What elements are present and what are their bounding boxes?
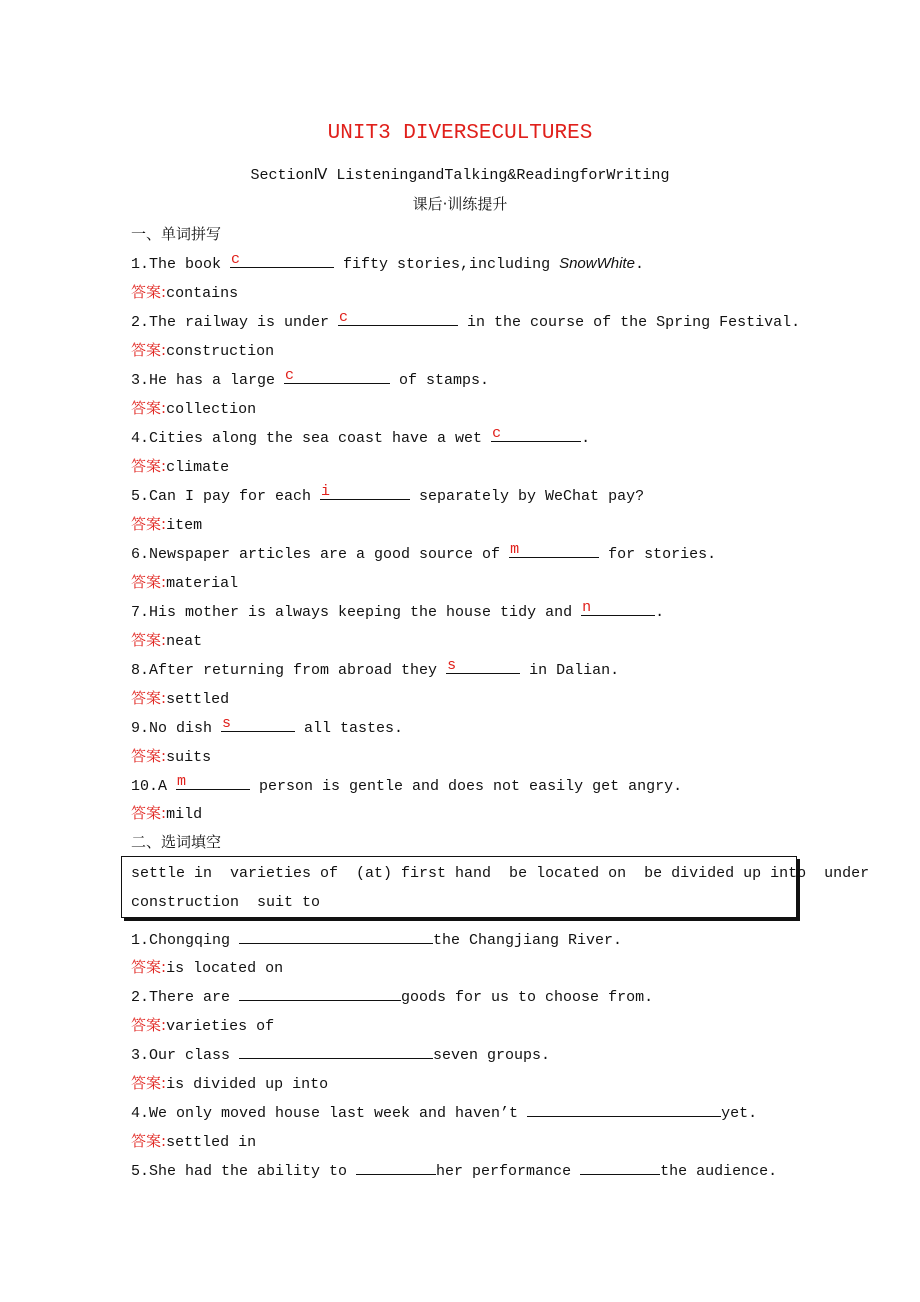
fill-question-1: 1.Chongqing the Changjiang River. [131, 928, 622, 949]
unit-title: UNIT3 DIVERSECULTURES [327, 122, 593, 145]
answer-blank[interactable]: m [509, 542, 599, 558]
answer-blank[interactable]: c [491, 426, 581, 442]
part1-heading: 一、单词拼写 [131, 225, 222, 243]
fill-answer-4: 答案:settled in [131, 1132, 257, 1151]
exercise-subtitle: 课后·训练提升 [412, 195, 508, 213]
answer-blank[interactable]: m [176, 774, 250, 790]
answer-2: 答案:construction [131, 341, 275, 360]
question-10: 10.A m person is gentle and does not easily get angry. [131, 773, 683, 795]
answer-blank[interactable] [239, 1043, 433, 1059]
answer-10: 答案:mild [131, 804, 203, 823]
question-5: 5.Can I pay for each i separately by WeChat pay? [131, 483, 645, 505]
question-9: 9.No dish s all tastes. [131, 715, 404, 737]
answer-blank[interactable]: n [581, 600, 655, 616]
answer-7: 答案:neat [131, 631, 203, 650]
question-3: 3.He has a large c of stamps. [131, 367, 490, 389]
answer-8: 答案:settled [131, 689, 230, 708]
fill-question-2: 2.There are goods for us to choose from. [131, 985, 653, 1006]
word-bank-line-1: settle in varieties of (at) first hand be located on be divided up into under [131, 865, 870, 882]
section-subtitle: SectionⅣ ListeningandTalking&ReadingforWriting [250, 167, 670, 184]
answer-9: 答案:suits [131, 747, 212, 766]
question-1: 1.The book c fifty stories,including SnowWhite. [131, 251, 644, 273]
answer-blank[interactable]: i [320, 484, 410, 500]
answer-blank[interactable]: s [221, 716, 295, 732]
question-2: 2.The railway is under c in the course of the Spring Festival. [131, 309, 801, 331]
fill-answer-3: 答案:is divided up into [131, 1074, 329, 1093]
word-bank-line-2: construction suit to [131, 894, 321, 911]
answer-6: 答案:material [131, 573, 239, 592]
question-4: 4.Cities along the sea coast have a wet c . [131, 425, 591, 447]
answer-blank[interactable]: c [338, 310, 458, 326]
question-8: 8.After returning from abroad they s in Dalian. [131, 657, 620, 679]
fill-answer-2: 答案:varieties of [131, 1016, 275, 1035]
fill-question-3: 3.Our class seven groups. [131, 1043, 550, 1064]
answer-4: 答案:climate [131, 457, 230, 476]
answer-blank[interactable]: c [284, 368, 390, 384]
answer-5: 答案:item [131, 515, 203, 534]
answer-blank[interactable] [527, 1101, 721, 1117]
fill-question-4: 4.We only moved house last week and haven’t yet. [131, 1101, 757, 1122]
answer-blank[interactable]: c [230, 252, 334, 268]
answer-3: 答案:collection [131, 399, 257, 418]
answer-blank[interactable] [356, 1159, 436, 1175]
answer-blank[interactable]: s [446, 658, 520, 674]
question-6: 6.Newspaper articles are a good source of m for stories. [131, 541, 717, 563]
word-bank-box [121, 856, 870, 918]
part2-heading: 二、选词填空 [131, 833, 222, 851]
fill-question-5: 5.She had the ability to her performance the audience. [131, 1159, 777, 1180]
answer-blank[interactable] [580, 1159, 660, 1175]
answer-blank[interactable] [239, 985, 401, 1001]
question-7: 7.His mother is always keeping the house tidy and n . [131, 599, 665, 621]
fill-answer-1: 答案:is located on [131, 958, 284, 977]
answer-1: 答案:contains [131, 283, 239, 302]
answer-blank[interactable] [239, 928, 433, 944]
